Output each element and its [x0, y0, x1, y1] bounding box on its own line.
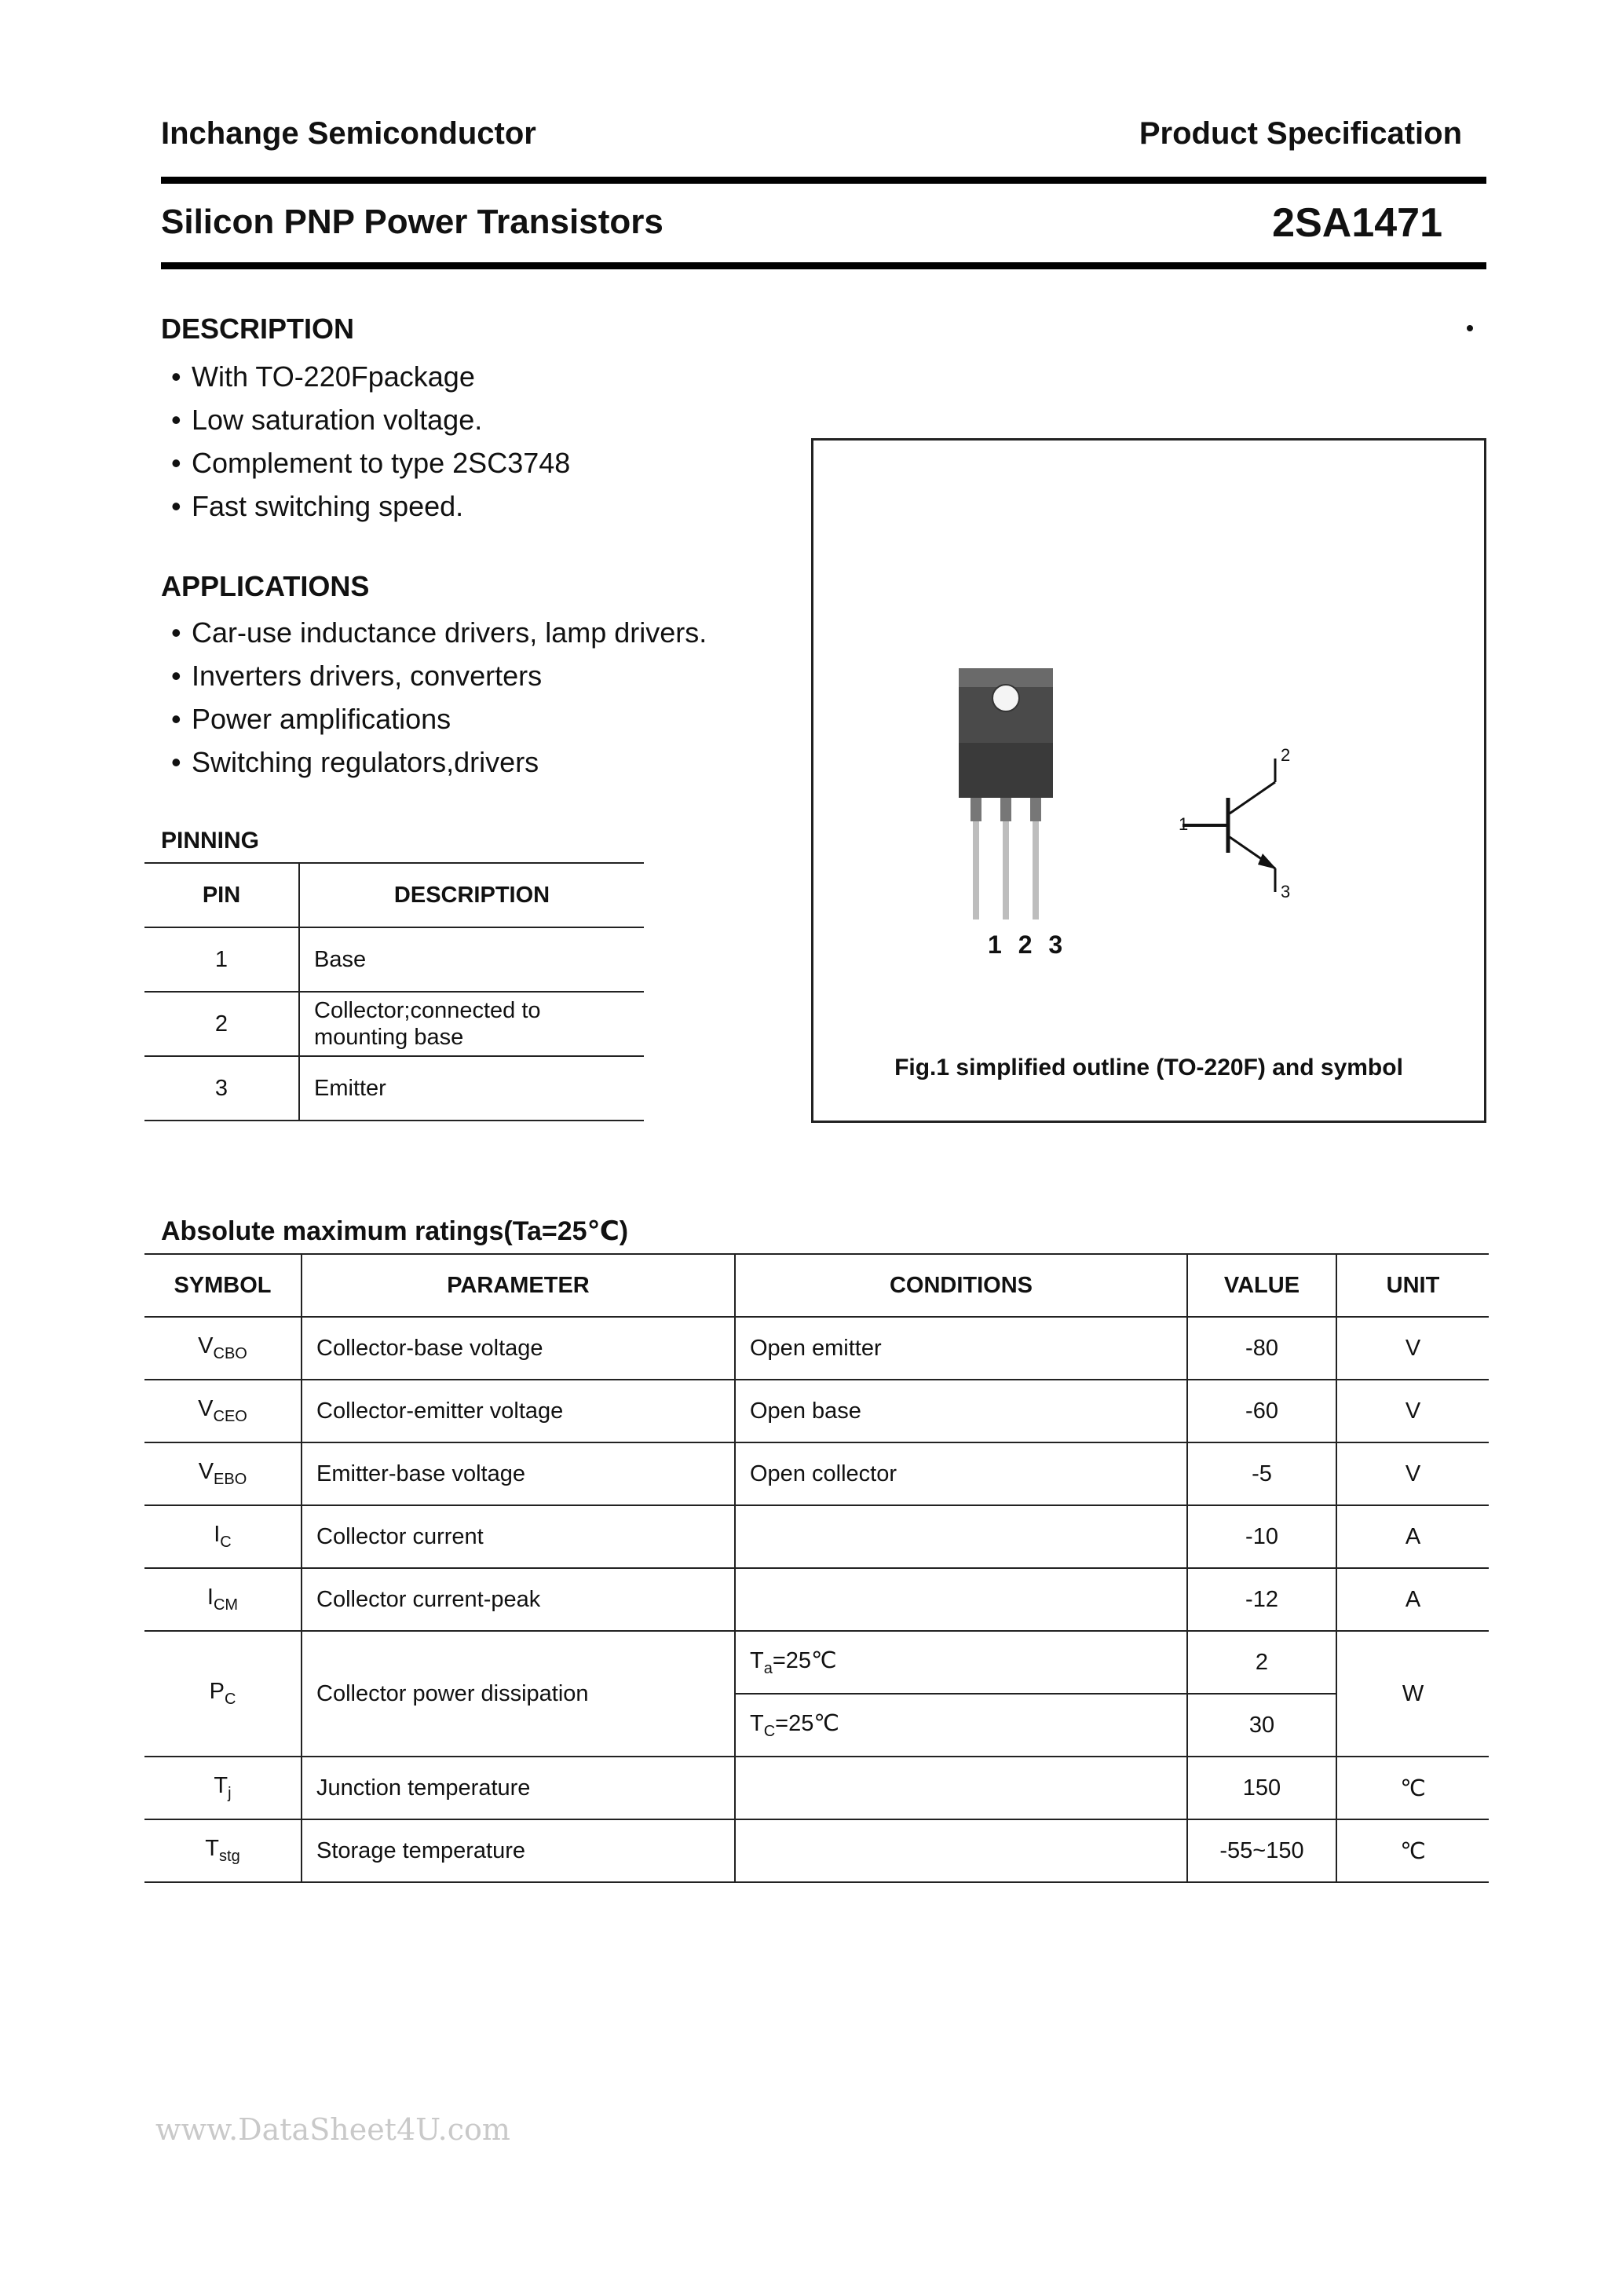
conditions-cell: $T_a=25℃$ [735, 1631, 1187, 1694]
unit-cell: V [1336, 1380, 1489, 1442]
list-item: • Power amplifications [171, 703, 451, 735]
header-rule-bottom [161, 262, 1486, 269]
unit-cell: A [1336, 1568, 1489, 1631]
parameter-cell: Collector-emitter voltage [302, 1380, 735, 1442]
pin-number: 2 [144, 992, 299, 1056]
symbol-pin-2: 2 [1281, 745, 1291, 765]
doc-type: Product Specification [1139, 116, 1462, 151]
value-cell: -10 [1187, 1505, 1336, 1568]
figure-box [811, 438, 1486, 1123]
parameter-cell: Storage temperature [302, 1819, 735, 1882]
table-row [144, 1631, 1489, 1694]
symbol-cell: $I_C$ [144, 1505, 302, 1568]
table-header-row [144, 1254, 1489, 1317]
table-row [144, 1442, 1489, 1505]
value-cell: -12 [1187, 1568, 1336, 1631]
list-item: • With TO-220Fpackage [171, 360, 475, 393]
col-conditions: CONDITIONS [735, 1254, 1187, 1317]
marker-dot [1467, 325, 1473, 331]
symbol-cell: $T_{stg}$ [144, 1819, 302, 1882]
value-cell: 150 [1187, 1757, 1336, 1819]
value-cell: 30 [1187, 1694, 1336, 1757]
table-row [144, 992, 644, 1056]
parameter-cell: Collector power dissipation [302, 1631, 735, 1757]
pin-description: Collector;connected to mounting base [299, 992, 644, 1056]
col-parameter: PARAMETER [302, 1254, 735, 1317]
pin-description: Emitter [299, 1056, 644, 1121]
symbol-cell: $T_j$ [144, 1757, 302, 1819]
table-row [144, 1819, 1489, 1882]
symbol-cell: $I_{CM}$ [144, 1568, 302, 1631]
conditions-cell [735, 1568, 1187, 1631]
doc-subtitle: Silicon PNP Power Transistors [161, 203, 663, 241]
symbol-cell: $V_{CEO}$ [144, 1380, 302, 1442]
package-pin-labels: 1 2 3 [988, 930, 1068, 959]
col-description: DESCRIPTION [299, 863, 644, 927]
table-row [144, 1317, 1489, 1380]
symbol-cell: $V_{EBO}$ [144, 1442, 302, 1505]
unit-cell: ℃ [1336, 1757, 1489, 1819]
figure-caption: Fig.1 simplified outline (TO-220F) and symbol [894, 1055, 1403, 1080]
parameter-cell: Junction temperature [302, 1757, 735, 1819]
applications-list [171, 611, 707, 784]
table-row [144, 1380, 1489, 1442]
table-row [144, 1505, 1489, 1568]
to220f-package-image [955, 668, 1073, 935]
unit-cell: V [1336, 1442, 1489, 1505]
parameter-cell: Collector current-peak [302, 1568, 735, 1631]
conditions-cell: Open base [735, 1380, 1187, 1442]
table-row [144, 1568, 1489, 1631]
pin-number: 1 [144, 927, 299, 992]
description-heading: DESCRIPTION [161, 313, 355, 345]
value-cell: -80 [1187, 1317, 1336, 1380]
col-symbol: SYMBOL [144, 1254, 302, 1317]
pin-number: 3 [144, 1056, 299, 1121]
ratings-table [144, 1253, 1489, 1883]
col-unit: UNIT [1336, 1254, 1489, 1317]
header-rule-top [161, 177, 1486, 184]
conditions-cell: Open emitter [735, 1317, 1187, 1380]
list-item: • Complement to type 2SC3748 [171, 447, 571, 479]
list-item: • Low saturation voltage. [171, 404, 483, 436]
conditions-cell [735, 1819, 1187, 1882]
symbol-cell: $P_C$ [144, 1631, 302, 1757]
unit-cell: V [1336, 1317, 1489, 1380]
table-row [144, 1757, 1489, 1819]
applications-heading: APPLICATIONS [161, 570, 370, 602]
table-row [144, 1056, 644, 1121]
col-pin: PIN [144, 863, 299, 927]
symbol-pin-3: 3 [1281, 882, 1291, 901]
list-item: • Fast switching speed. [171, 490, 464, 522]
symbol-cell: $V_{CBO}$ [144, 1317, 302, 1380]
watermark-text: www.DataSheet4U.com [155, 2112, 510, 2147]
parameter-cell: Collector current [302, 1505, 735, 1568]
list-item: • Car-use inductance drivers, lamp drivers. [171, 616, 707, 649]
value-cell: -55~150 [1187, 1819, 1336, 1882]
conditions-cell: $T_C=25℃$ [735, 1694, 1187, 1757]
parameter-cell: Collector-base voltage [302, 1317, 735, 1380]
unit-cell: ℃ [1336, 1819, 1489, 1882]
pinning-table [144, 862, 644, 1121]
parameter-cell: Emitter-base voltage [302, 1442, 735, 1505]
symbol-pin-1: 1 [1179, 814, 1189, 834]
list-item: • Inverters drivers, converters [171, 660, 543, 692]
pinning-heading: PINNING [161, 828, 260, 854]
ratings-title: Absolute maximum ratings(Ta=25℃) [161, 1216, 629, 1246]
conditions-cell [735, 1757, 1187, 1819]
table-row [144, 927, 644, 992]
part-number: 2SA1471 [1272, 200, 1442, 246]
table-header-row [144, 863, 644, 927]
unit-cell: W [1336, 1631, 1489, 1757]
col-value: VALUE [1187, 1254, 1336, 1317]
list-item: • Switching regulators,drivers [171, 746, 539, 778]
conditions-cell [735, 1505, 1187, 1568]
unit-cell: A [1336, 1505, 1489, 1568]
description-list [171, 355, 570, 528]
value-cell: -5 [1187, 1442, 1336, 1505]
pin-description: Base [299, 927, 644, 992]
value-cell: 2 [1187, 1631, 1336, 1694]
company-name: Inchange Semiconductor [161, 116, 536, 151]
value-cell: -60 [1187, 1380, 1336, 1442]
conditions-cell: Open collector [735, 1442, 1187, 1505]
